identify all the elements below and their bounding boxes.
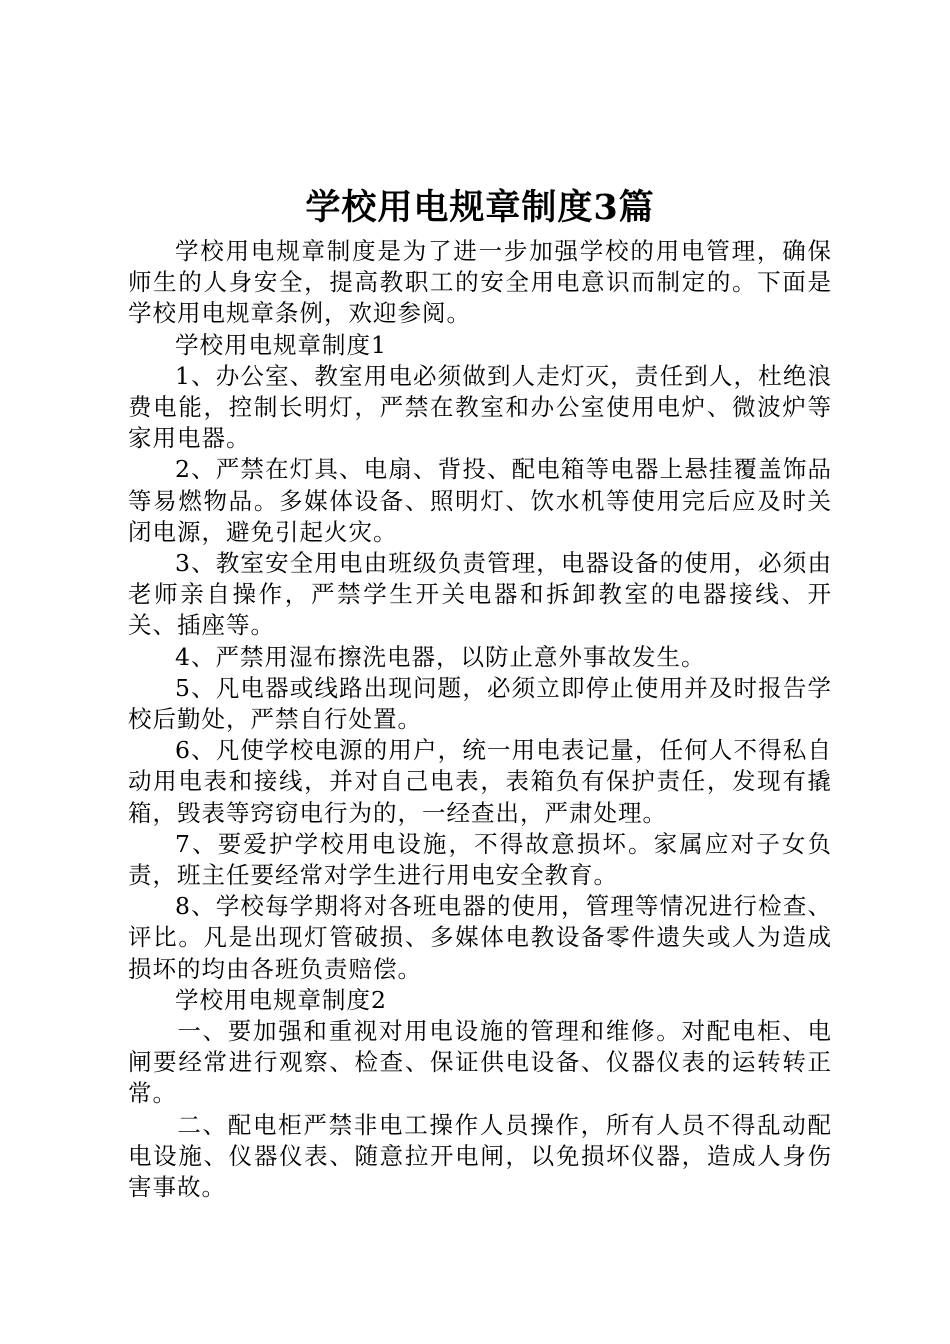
rule-paragraph-3: 3、教室安全用电由班级负责管理，电器设备的使用，必须由老师亲自操作，严禁学生开关电器和拆卸教室的电器接线、开关、插座等。 [128,549,832,640]
section-heading-2: 学校用电规章制度2 [175,985,387,1014]
rule-paragraph-5: 5、凡电器或线路出现问题，必须立即停止使用并及时报告学校后勤处，严禁自行处置。 [128,673,832,734]
rule-paragraph-part2-1: 一、要加强和重视对用电设施的管理和维修。对配电柜、电闸要经常进行观察、检查、保证供电设备、仪器仪表的运转转正常。 [128,1017,832,1108]
document-title: 学校用电规章制度3篇 [305,187,655,228]
rule-paragraph-7: 7、要爱护学校用电设施，不得故意损坏。家属应对子女负责，班主任要经常对学生进行用电安全教育。 [128,829,832,890]
rule-paragraph-4: 4、严禁用湿布擦洗电器，以防止意外事故发生。 [175,642,706,671]
rule-paragraph-2: 2、严禁在灯具、电扇、背投、配电箱等电器上悬挂覆盖饰品等易燃物品。多媒体设备、照明灯、饮水机等使用完后应及时关闭电源，避免引起火灾。 [128,455,832,546]
rule-paragraph-1: 1、办公室、教室用电必须做到人走灯灭，责任到人，杜绝浪费电能，控制长明灯，严禁在教室和办公室使用电炉、微波炉等家用电器。 [128,361,832,453]
intro-paragraph: 学校用电规章制度是为了进一步加强学校的用电管理，确保师生的人身安全，提高教职工的安全用电意识而制定的。下面是学校用电规章条例，欢迎参阅。 [128,237,832,328]
rule-paragraph-part2-2: 二、配电柜严禁非电工操作人员操作，所有人员不得乱动配电设施、仪器仪表、随意拉开电闸，以免损坏仪器，造成人身伤害事故。 [128,1110,832,1202]
rule-paragraph-8: 8、学校每学期将对各班电器的使用，管理等情况进行检查、评比。凡是出现灯管破损、多媒体电教设备零件遗失或人为造成损坏的均由各班负责赔偿。 [128,892,832,983]
document-page [128,180,832,1203]
rule-paragraph-6: 6、凡使学校电源的用户，统一用电表记量，任何人不得私自动用电表和接线，并对自己电表，表箱负有保护责任，发现有撬箱，毁表等窍窃电行为的，一经查出，严肃处理。 [128,736,832,827]
section-heading-1: 学校用电规章制度1 [175,330,387,359]
